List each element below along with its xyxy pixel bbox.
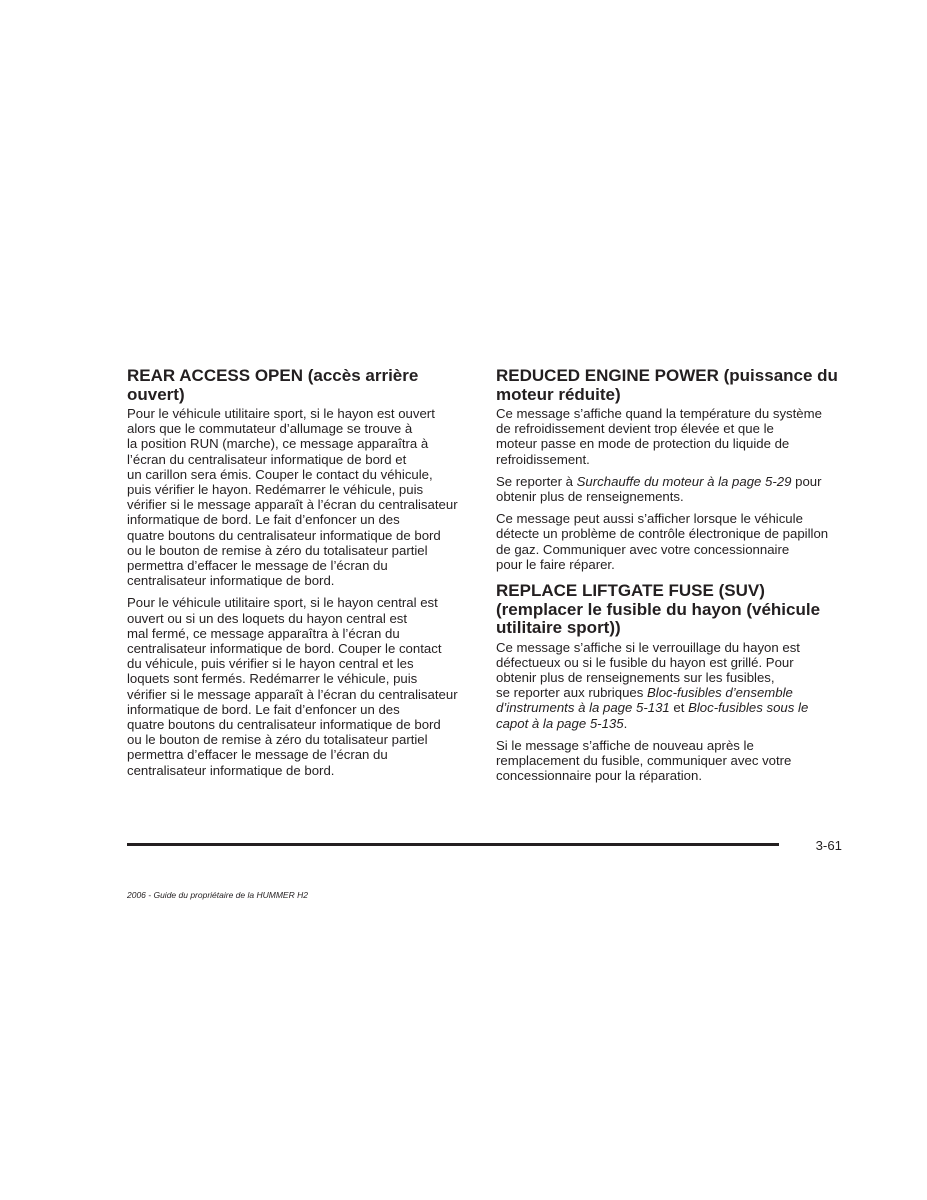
replace-liftgate-fuse-heading: REPLACE LIFTGATE FUSE (SUV) (remplacer le fusible du hayon (véhicule utilitaire sport))	[496, 581, 821, 638]
left-column	[127, 367, 479, 785]
text-run: pour obtenir plus de renseignements.	[496, 473, 822, 505]
page-reference-instrument-fuse-block[interactable]: Bloc-fusibles d’ensemble d’instruments à la page 5-131	[496, 685, 793, 716]
text-run: et	[669, 700, 689, 716]
rear-access-open-heading: REAR ACCESS OPEN (accès arrière ouvert)	[127, 366, 419, 404]
text-run: Se reporter à	[496, 473, 577, 489]
replace-liftgate-fuse-section	[496, 582, 846, 783]
rear-access-open-paragraph-1: Pour le véhicule utilitaire sport, si le hayon est ouvert alors que le commutateur d’allumage se trouve à la position RUN (marche), ce message apparaîtra à l’écran du centralisateur informatique de bord et un carillon sera émis. Couper le contact du véhicule, puis vérifier le hayon. Redémarrer le véhicule, puis vérifier si le message apparaît à l’écran du centralisateur informatique de bord. Le fait d’enfoncer un des quatre boutons du centralisateur informatique de bord ou le bouton de remise à zéro du totalisateur partiel permettra d’effacer le message de l’écran du centralisateur informatique de bord.	[127, 406, 458, 589]
replace-liftgate-fuse-paragraph-1	[496, 640, 846, 731]
page-number: 3-61	[815, 838, 842, 853]
rear-access-open-section	[127, 367, 479, 778]
footer-rule	[127, 843, 779, 846]
reduced-engine-power-paragraph-3: Ce message peut aussi s’afficher lorsque le véhicule détecte un problème de contrôle électronique de papillon de gaz. Communiquer avec votre concessionnaire pour le faire réparer.	[496, 511, 829, 572]
reduced-engine-power-section	[496, 367, 846, 572]
text-run: Ce message s’affiche si le verrouillage du hayon est défectueux ou si le fusible du hayon est grillé. Pour obtenir plus de renseignements sur les fusibles, se reporter aux rubriques	[496, 639, 800, 701]
rear-access-open-paragraph-2: Pour le véhicule utilitaire sport, si le hayon central est ouvert ou si un des loquets du hayon central est mal fermé, ce message apparaîtra à l’écran du centralisateur informatique de bord. Couper le contact du véhicule, puis vérifier si le hayon central et les loquets sont fermés. Redémarrer le véhicule, puis vérifier si le message apparaît à l’écran du centralisateur informatique de bord. Le fait d’enfoncer un des quatre boutons du centralisateur informatique de bord ou le bouton de remise à zéro du totalisateur partiel permettra d’effacer le message de l’écran du centralisateur informatique de bord.	[127, 595, 458, 778]
reduced-engine-power-heading: REDUCED ENGINE POWER (puissance du moteur réduite)	[496, 366, 838, 404]
reduced-engine-power-paragraph-1: Ce message s’affiche quand la température du système de refroidissement devient trop élevée et que le moteur passe en mode de protection du liquide de refroidissement.	[496, 406, 822, 467]
page-reference-underhood-fuse-block[interactable]: Bloc-fusibles sous le capot à la page 5-135	[496, 700, 809, 731]
footer-note: 2006 - Guide du propriétaire de la HUMMER H2	[127, 890, 308, 900]
replace-liftgate-fuse-paragraph-2: Si le message s’affiche de nouveau après le remplacement du fusible, communiquer avec votre concessionnaire pour la réparation.	[496, 737, 792, 784]
reduced-engine-power-paragraph-2	[496, 474, 846, 504]
page-reference-overheating[interactable]: Surchauffe du moteur à la page 5-29	[576, 473, 792, 489]
text-run: .	[623, 715, 628, 731]
right-column	[496, 367, 846, 790]
